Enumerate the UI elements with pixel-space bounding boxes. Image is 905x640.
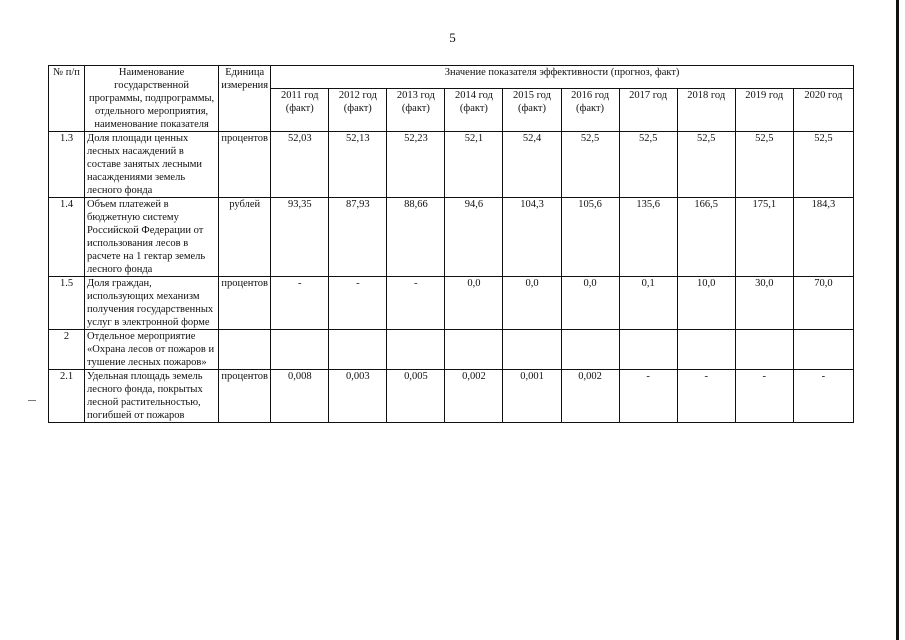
value-cell: 0,0 [445,277,503,330]
header-year: 2014 год (факт) [445,88,503,131]
value-cell: - [387,277,445,330]
header-year: 2016 год (факт) [561,88,619,131]
page-number: 5 [449,30,456,45]
value-cell: 70,0 [793,277,853,330]
value-cell: 0,008 [271,370,329,423]
value-cell: 52,1 [445,132,503,198]
row-number: 1.3 [49,132,85,198]
unit-cell: процентов [219,132,271,198]
value-cell: - [735,370,793,423]
value-cell: 0,002 [561,370,619,423]
value-cell [503,330,561,370]
header-year: 2020 год [793,88,853,131]
value-cell [677,330,735,370]
header-year: 2018 год [677,88,735,131]
value-cell: 0,002 [445,370,503,423]
header-indicator-name: Наименование государственной программы, подпрограммы, отдельного мероприятия, наименование показателя [85,66,219,132]
value-cell: 52,03 [271,132,329,198]
value-cell: 166,5 [677,198,735,277]
value-cell: - [619,370,677,423]
value-cell [329,330,387,370]
value-cell [271,330,329,370]
table-row [49,132,854,198]
indicator-name: Доля граждан, использующих механизм получения государственных услуг в электронной форме [85,277,219,330]
unit-cell: рублей [219,198,271,277]
value-cell: 88,66 [387,198,445,277]
value-cell: 135,6 [619,198,677,277]
value-cell [445,330,503,370]
indicator-name: Объем платежей в бюджетную систему Российской Федерации от использования лесов в расчете на 1 гектар земель лесного фонда [85,198,219,277]
header-row-number: № п/п [49,66,85,132]
value-cell: 104,3 [503,198,561,277]
table-row [49,330,854,370]
row-number: 2.1 [49,370,85,423]
value-cell: 175,1 [735,198,793,277]
unit-cell: процентов [219,370,271,423]
value-cell: 0,003 [329,370,387,423]
value-cell: 52,13 [329,132,387,198]
value-cell: 10,0 [677,277,735,330]
indicator-name: Доля площади ценных лесных насаждений в составе занятых лесными насаждениями земель лесного фонда [85,132,219,198]
table-row [49,277,854,330]
value-cell: 94,6 [445,198,503,277]
row-number: 1.4 [49,198,85,277]
table-body [49,132,854,423]
header-unit: Единица измерения [219,66,271,132]
header-year: 2011 год (факт) [271,88,329,131]
value-cell: 52,5 [735,132,793,198]
value-cell: 52,5 [793,132,853,198]
header-year: 2013 год (факт) [387,88,445,131]
page-edge-line [896,0,899,640]
value-cell: 52,5 [677,132,735,198]
unit-cell: процентов [219,277,271,330]
row-number: 2 [49,330,85,370]
value-cell [619,330,677,370]
header-year: 2015 год (факт) [503,88,561,131]
value-cell: 52,4 [503,132,561,198]
unit-cell [219,330,271,370]
row-number: 1.5 [49,277,85,330]
table-row [49,370,854,423]
indicator-name: Удельная площадь земель лесного фонда, покрытых лесной растительностью, погибшей от пожаров [85,370,219,423]
value-cell [561,330,619,370]
value-cell: 184,3 [793,198,853,277]
value-cell: 0,0 [503,277,561,330]
value-cell [735,330,793,370]
value-cell: 0,005 [387,370,445,423]
value-cell: 52,23 [387,132,445,198]
value-cell: 0,0 [561,277,619,330]
value-cell: 0,001 [503,370,561,423]
value-cell [793,330,853,370]
value-cell: - [793,370,853,423]
value-cell: 30,0 [735,277,793,330]
header-indicator-values: Значение показателя эффективности (прогноз, факт) [271,66,854,89]
value-cell: 52,5 [561,132,619,198]
value-cell: 105,6 [561,198,619,277]
scan-mark [28,400,36,401]
value-cell: 52,5 [619,132,677,198]
value-cell: 0,1 [619,277,677,330]
indicator-name: Отдельное мероприятие «Охрана лесов от пожаров и тушение лесных пожаров» [85,330,219,370]
header-year: 2017 год [619,88,677,131]
header-year: 2012 год (факт) [329,88,387,131]
table-row [49,198,854,277]
efficiency-indicators-table [48,65,854,423]
value-cell: - [677,370,735,423]
value-cell: - [271,277,329,330]
value-cell [387,330,445,370]
header-year: 2019 год [735,88,793,131]
value-cell: - [329,277,387,330]
value-cell: 93,35 [271,198,329,277]
value-cell: 87,93 [329,198,387,277]
